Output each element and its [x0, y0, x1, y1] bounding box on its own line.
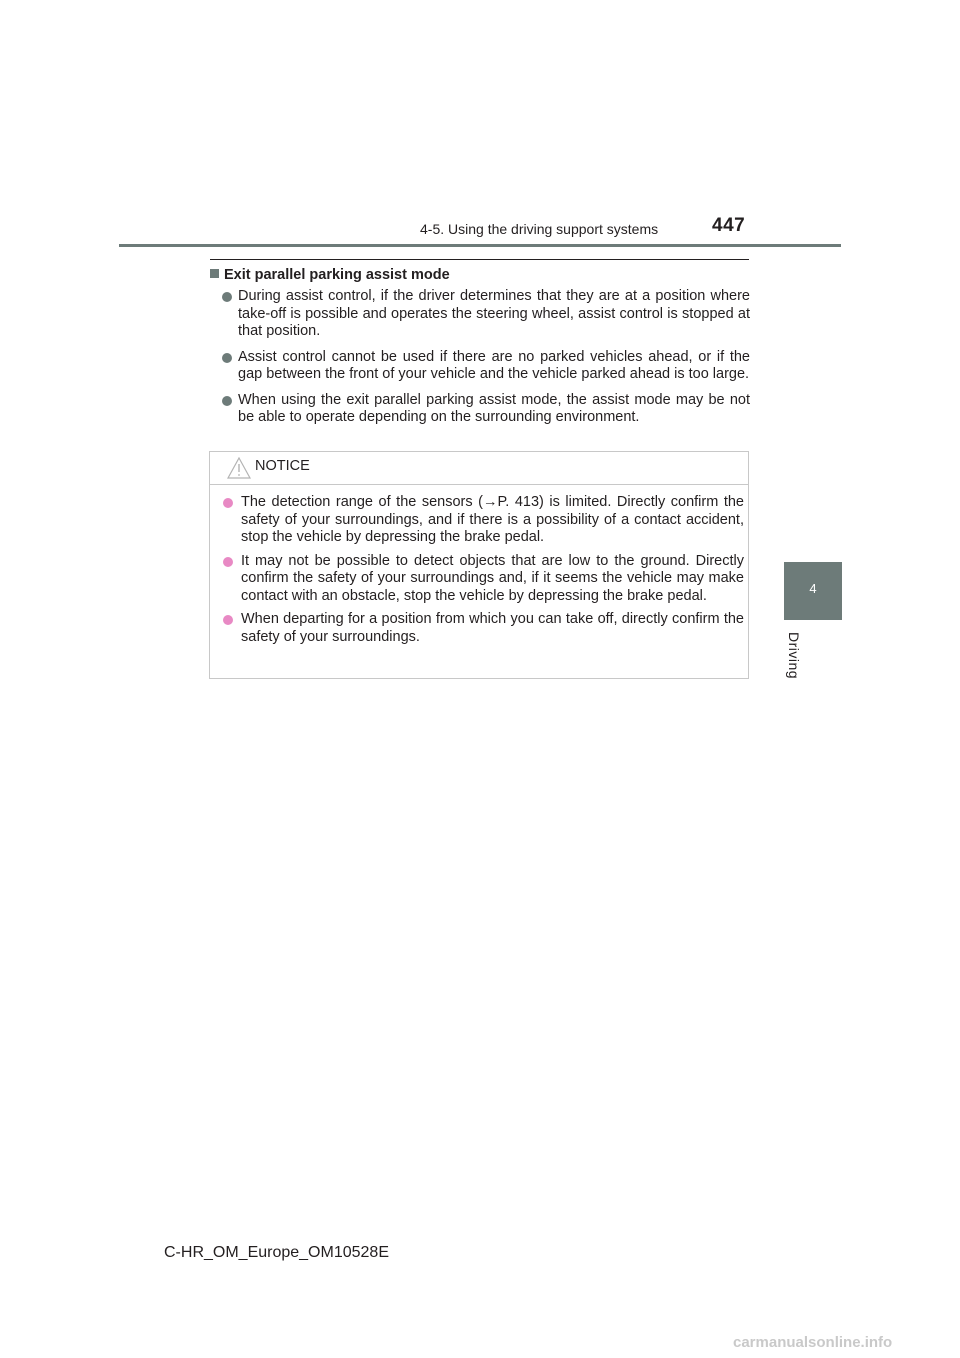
notice-header: [210, 452, 748, 485]
notice-title: NOTICE: [255, 458, 310, 474]
notice-list: [223, 494, 744, 652]
list-item: [222, 349, 750, 384]
circle-bullet-icon: [223, 615, 233, 625]
document-code: C-HR_OM_Europe_OM10528E: [164, 1244, 389, 1261]
watermark: carmanualsonline.info: [733, 1334, 893, 1351]
list-item: [222, 288, 750, 341]
list-item-text: The detection range of the sensors (→P. 413) is limited. Directly confirm the safety of your surroundings, and if there is a possibility of a contact accident, stop the vehicle by depressing the brake pedal.: [241, 494, 744, 545]
list-item-text: During assist control, if the driver determines that they are at a position where take-off is possible and operates the steering wheel, assist control is stopped at that position.: [238, 288, 750, 339]
section-bullet-list: [222, 288, 750, 435]
section-heading-text: Exit parallel parking assist mode: [224, 267, 450, 283]
circle-bullet-icon: [222, 292, 232, 302]
circle-bullet-icon: [223, 498, 233, 508]
section-heading: [210, 267, 450, 283]
header-rule: [119, 244, 841, 247]
list-item: [223, 494, 744, 547]
circle-bullet-icon: [223, 557, 233, 567]
notice-box: [209, 451, 749, 679]
circle-bullet-icon: [222, 396, 232, 406]
chapter-tab-label: Driving: [786, 632, 802, 680]
list-item: [223, 553, 744, 606]
list-item-text: It may not be possible to detect objects that are low to the ground. Directly confirm the safety of your surroundings and, if it seems the vehicle may make contact with an obstacle, stop the vehicle by depressing the brake pedal.: [241, 552, 744, 604]
list-item: [222, 392, 750, 427]
header-section-title: 4-5. Using the driving support systems: [420, 221, 659, 237]
list-item-text: When using the exit parallel parking assist mode, the assist mode may be not be able to operate depending on the surrounding environment.: [238, 391, 750, 425]
content-rule: [210, 259, 749, 260]
warning-triangle-icon: [227, 457, 251, 484]
circle-bullet-icon: [222, 353, 232, 363]
list-item-text: When departing for a position from which you can take off, directly confirm the safety of your surroundings.: [241, 611, 744, 645]
list-item-text: Assist control cannot be used if there are no parked vehicles ahead, or if the gap between the front of your vehicle and the vehicle parked ahead is too large.: [238, 348, 750, 382]
chapter-tab[interactable]: 4: [784, 562, 842, 620]
square-marker-icon: [210, 269, 219, 278]
page-number: 447: [712, 215, 746, 236]
list-item: [223, 611, 744, 646]
